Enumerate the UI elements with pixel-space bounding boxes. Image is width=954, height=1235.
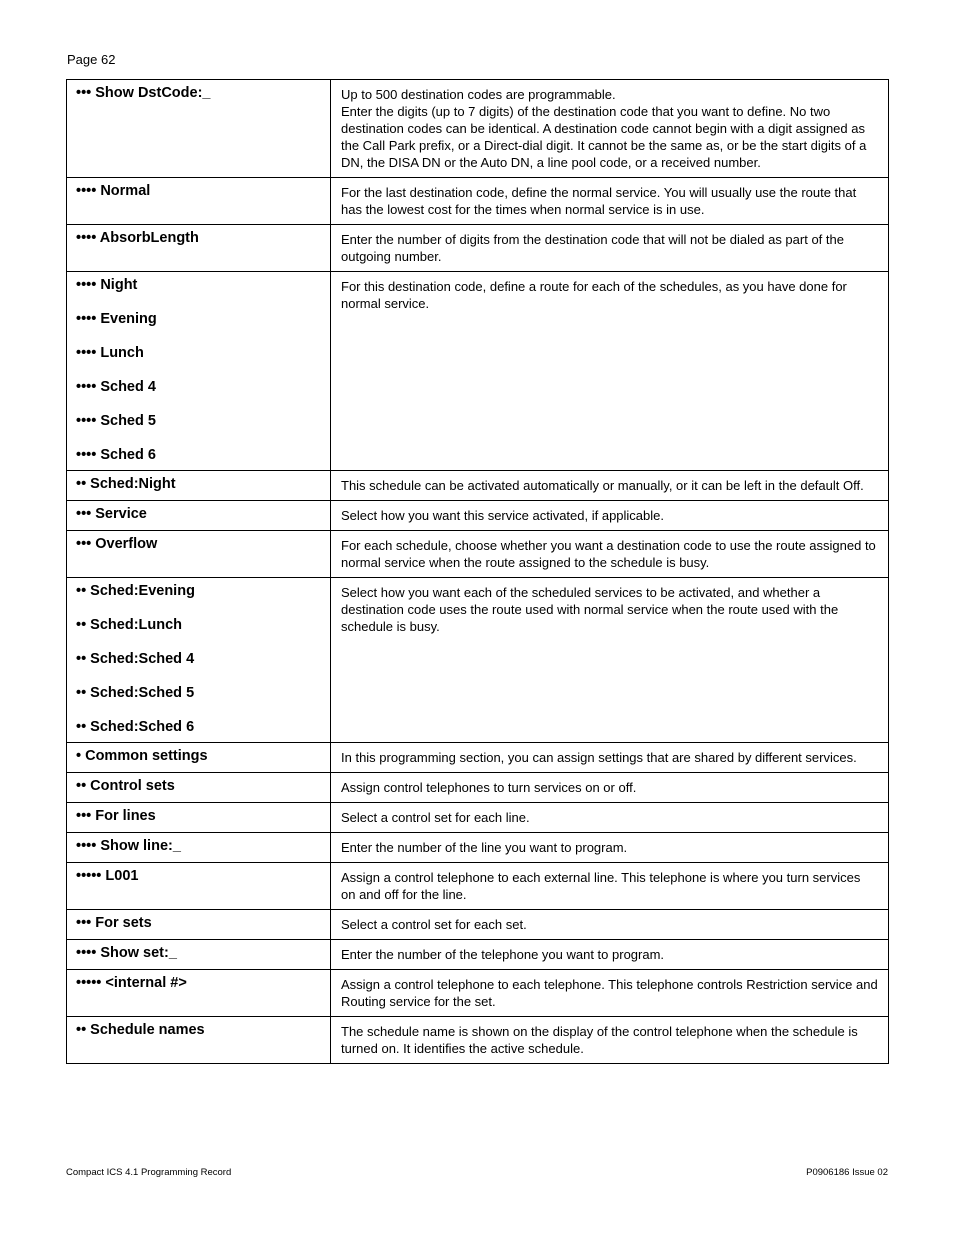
setting-cell (67, 531, 331, 578)
table-row (67, 471, 889, 501)
table-row (67, 833, 889, 863)
description-cell (331, 910, 889, 940)
description-cell (331, 773, 889, 803)
description-cell (331, 531, 889, 578)
table-row (67, 940, 889, 970)
setting-label: •••• Show line:_ (76, 838, 181, 854)
setting-cell (67, 80, 331, 178)
description-text: Select a control set for each line. (341, 810, 530, 825)
table-row (67, 803, 889, 833)
description-text: Select a control set for each set. (341, 917, 527, 932)
footer-document-number: P0906186 Issue 02 (806, 1167, 888, 1178)
description-text: Enter the digits (up to 7 digits) of the destination code that you want to define. No two destination codes can be identical. A destination code cannot begin with a digit assigned as the Call Park prefix, or a Direct-dial digit. It cannot be the same as, or be the start digits of a DN, the DISA DN or the Auto DN, a line pool code, or a received number. (341, 104, 867, 170)
table-row (67, 910, 889, 940)
setting-label: •••• AbsorbLength (76, 230, 199, 246)
programming-table (66, 79, 889, 1064)
description-text: Assign a control telephone to each telephone. This telephone controls Restriction service and Routing service for the set. (341, 977, 878, 1009)
table-row (67, 501, 889, 531)
setting-label: •••• Night (76, 277, 138, 293)
setting-label: •• Sched:Lunch (76, 617, 183, 633)
description-text: Select how you want this service activated, if applicable. (341, 508, 665, 523)
table-row (67, 970, 889, 1017)
description-cell (331, 833, 889, 863)
page-number: Page 62 (67, 52, 116, 67)
description-cell (331, 178, 889, 225)
description-text: Enter the number of the telephone you want to program. (341, 947, 665, 962)
setting-label: •••• Sched 6 (76, 447, 156, 463)
description-cell (331, 225, 889, 272)
table-row (67, 773, 889, 803)
setting-cell (67, 803, 331, 833)
setting-label: •••• Sched 4 (76, 379, 156, 395)
description-cell (331, 80, 889, 178)
setting-label: ••• For sets (76, 915, 152, 931)
table-row (67, 578, 889, 743)
description-cell (331, 1017, 889, 1064)
setting-cell (67, 178, 331, 225)
setting-label: ••••• <internal #> (76, 975, 187, 991)
description-cell (331, 501, 889, 531)
setting-label: •••• Evening (76, 311, 157, 327)
table-row (67, 531, 889, 578)
description-text: In this programming section, you can assign settings that are shared by different services. (341, 750, 857, 765)
setting-label: • Common settings (76, 748, 208, 764)
table-row (67, 863, 889, 910)
setting-label: ••• Overflow (76, 536, 158, 552)
table-row (67, 272, 889, 471)
table-row (67, 225, 889, 272)
setting-label: •• Sched:Night (76, 476, 176, 492)
table-row (67, 80, 889, 178)
setting-label: •••• Lunch (76, 345, 144, 361)
setting-cell (67, 1017, 331, 1064)
setting-cell (67, 501, 331, 531)
description-cell (331, 863, 889, 910)
setting-label: •••• Sched 5 (76, 413, 156, 429)
description-text: Up to 500 destination codes are programmable. (341, 87, 616, 102)
description-cell (331, 272, 889, 471)
setting-label: •• Sched:Sched 4 (76, 651, 195, 667)
description-text: Assign a control telephone to each external line. This telephone is where you turn services on and off for the line. (341, 870, 861, 902)
description-text: The schedule name is shown on the display of the control telephone when the schedule is turned on. It identifies the active schedule. (341, 1024, 858, 1056)
description-text: Enter the number of the line you want to program. (341, 840, 628, 855)
setting-cell (67, 863, 331, 910)
setting-cell (67, 833, 331, 863)
setting-label: ••• Service (76, 506, 147, 522)
setting-label: •• Schedule names (76, 1022, 205, 1038)
table-row (67, 743, 889, 773)
setting-label: •• Control sets (76, 778, 175, 794)
setting-label: ••• For lines (76, 808, 156, 824)
description-text: This schedule can be activated automatically or manually, or it can be left in the default Off. (341, 478, 864, 493)
setting-cell (67, 578, 331, 743)
description-text: For this destination code, define a route for each of the schedules, as you have done for normal service. (341, 279, 847, 311)
description-cell (331, 970, 889, 1017)
table-row (67, 1017, 889, 1064)
setting-cell (67, 471, 331, 501)
setting-label: •••• Normal (76, 183, 151, 199)
description-text: Select how you want each of the scheduled services to be activated, and whether a destination code uses the route used with normal service when the route used with the schedule is busy. (341, 585, 839, 634)
setting-label: •• Sched:Sched 5 (76, 685, 195, 701)
description-cell (331, 578, 889, 743)
setting-cell (67, 940, 331, 970)
setting-cell (67, 773, 331, 803)
description-cell (331, 471, 889, 501)
description-text: Assign control telephones to turn services on or off. (341, 780, 637, 795)
footer-document-title: Compact ICS 4.1 Programming Record (66, 1167, 232, 1178)
description-text: Enter the number of digits from the destination code that will not be dialed as part of the outgoing number. (341, 232, 844, 264)
setting-cell (67, 910, 331, 940)
setting-cell (67, 272, 331, 471)
description-cell (331, 803, 889, 833)
setting-cell (67, 225, 331, 272)
setting-cell (67, 970, 331, 1017)
description-text: For the last destination code, define the normal service. You will usually use the route that has the lowest cost for the times when normal service is in use. (341, 185, 857, 217)
setting-label: ••••• L001 (76, 868, 139, 884)
description-cell (331, 940, 889, 970)
setting-label: •• Sched:Sched 6 (76, 719, 195, 735)
setting-label: •••• Show set:_ (76, 945, 177, 961)
table-row (67, 178, 889, 225)
description-text: For each schedule, choose whether you want a destination code to use the route assigned to normal service when the route assigned to the schedule is busy. (341, 538, 876, 570)
setting-cell (67, 743, 331, 773)
description-cell (331, 743, 889, 773)
setting-label: ••• Show DstCode:_ (76, 85, 211, 101)
setting-label: •• Sched:Evening (76, 583, 195, 599)
